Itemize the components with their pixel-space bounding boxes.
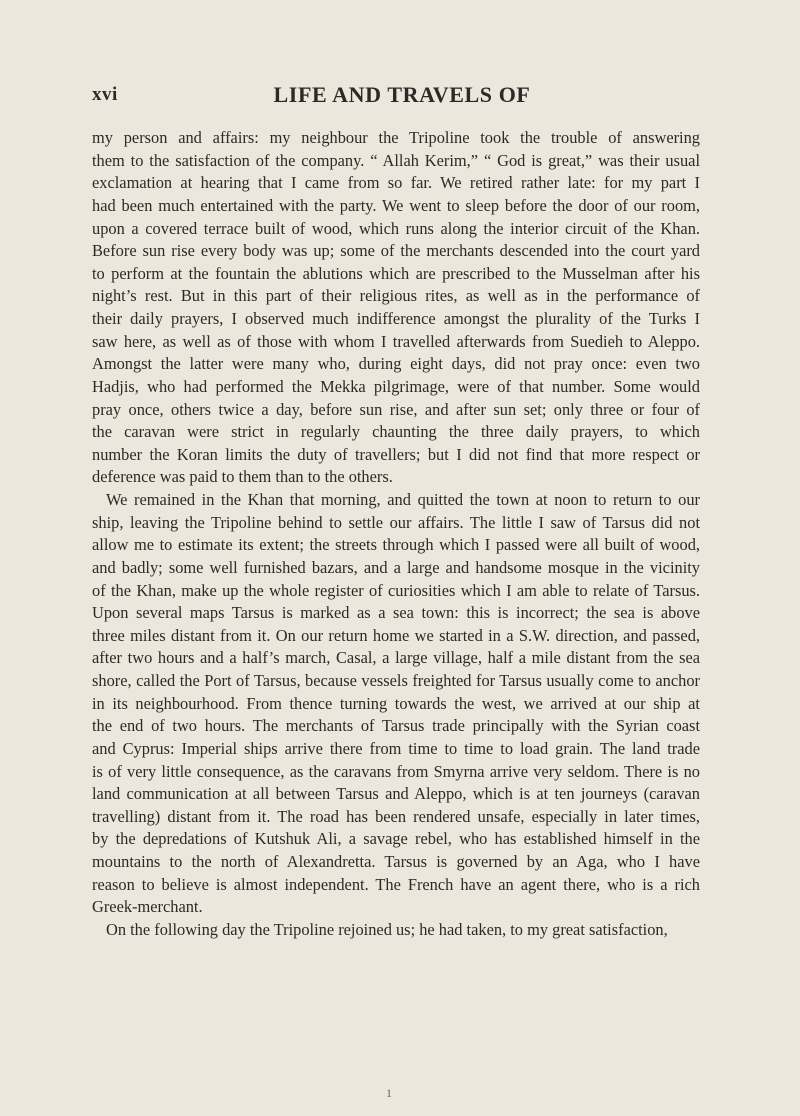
text-line: saw here, as well as of those with whom I travelled afterwards from Suedieh to Aleppo.	[92, 331, 700, 351]
paragraph	[92, 919, 700, 942]
text-line: reason to believe is almost independent. The French have an agent there, who is a rich	[92, 874, 700, 894]
paragraph	[92, 127, 700, 489]
text-line: had been much entertained with the party. We went to sleep before the door of our room,	[92, 195, 700, 215]
text-line: ship, leaving the Tripoline behind to settle our affairs. The little I saw of Tarsus did not	[92, 512, 700, 532]
text-line: On the following day the Tripoline rejoined us; he had taken, to my great satisfaction,	[106, 919, 668, 939]
text-line: Greek-merchant.	[92, 897, 203, 917]
body-text	[92, 127, 700, 942]
page-number: xvi	[92, 84, 118, 105]
text-line: shore, called the Port of Tarsus, because vessels freighted for Tarsus usually come to anchor	[92, 671, 700, 690]
text-line: Hadjis, who had performed the Mekka pilgrimage, were of that number. Some would	[92, 376, 700, 396]
text-line: We remained in the Khan that morning, and quitted the town at noon to return to our	[106, 490, 700, 509]
text-line: and badly; some well furnished bazars, and a large and handsome mosque in the vicinity	[92, 557, 700, 577]
text-line: upon a covered terrace built of wood, which runs along the interior circuit of the Khan.	[92, 218, 700, 238]
text-line: three miles distant from it. On our return home we started in a S.W. direction, and passed,	[92, 625, 700, 645]
text-line: deference was paid to them than to the others.	[92, 467, 393, 487]
text-line: Upon several maps Tarsus is marked as a sea town: this is incorrect; the sea is above	[92, 603, 700, 623]
text-line: night’s rest. But in this part of their religious rites, as well as in the performance of	[92, 286, 700, 306]
text-line: number the Koran limits the duty of travellers; but I did not find that more respect or	[92, 444, 700, 464]
text-line: of the Khan, make up the whole register of curiosities which I am able to relate of Tarsus.	[92, 580, 700, 600]
text-line: their daily prayers, I observed much indifference amongst the plurality of the Turks I	[92, 309, 700, 328]
signature-mark: 1	[386, 1086, 392, 1100]
text-line: exclamation at hearing that I came from so far. We retired rather late: for my part I	[92, 173, 700, 193]
page-header	[92, 84, 692, 114]
text-line: the caravan were strict in regularly chaunting the three daily prayers, to which	[92, 422, 700, 442]
text-line: and Cyprus: Imperial ships arrive there from time to time to load grain. The land trade	[92, 738, 700, 758]
text-line: my person and affairs: my neighbour the Tripoline took the trouble of answering	[92, 128, 700, 147]
text-line: after two hours and a half’s march, Casal, a large village, half a mile distant from the sea	[92, 648, 700, 668]
text-line: mountains to the north of Alexandretta. Tarsus is governed by an Aga, who I have	[92, 852, 700, 871]
text-line: Before sun rise every body was up; some of the merchants descended into the court yard	[92, 241, 700, 261]
text-line: the end of two hours. The merchants of Tarsus trade principally with the Syrian coast	[92, 716, 700, 736]
text-line: to perform at the fountain the ablutions which are prescribed to the Musselman after his	[92, 263, 700, 283]
text-line: in its neighbourhood. From thence turning towards the west, we arrived at our ship at	[92, 693, 700, 713]
text-line: is of very little consequence, as the caravans from Smyrna arrive very seldom. There is no	[92, 761, 700, 781]
paragraph	[92, 489, 700, 919]
text-line: land communication at all between Tarsus and Aleppo, which is at ten journeys (caravan	[92, 784, 700, 804]
text-line: Amongst the latter were many who, during eight days, did not pray once: even two	[92, 354, 700, 374]
text-line: travelling) distant from it. The road has been rendered unsafe, especially in later times,	[92, 806, 700, 826]
text-line: by the depredations of Kutshuk Ali, a savage rebel, who has established himself in the	[92, 829, 700, 849]
text-line: pray once, others twice a day, before sun rise, and after sun set; only three or four of	[92, 399, 700, 419]
running-head: LIFE AND TRAVELS OF	[273, 82, 531, 107]
text-line: them to the satisfaction of the company. “ Allah Kerim,” “ God is great,” was their usual	[92, 150, 700, 170]
text-line: allow me to estimate its extent; the streets through which I passed were all built of wood,	[92, 535, 700, 555]
